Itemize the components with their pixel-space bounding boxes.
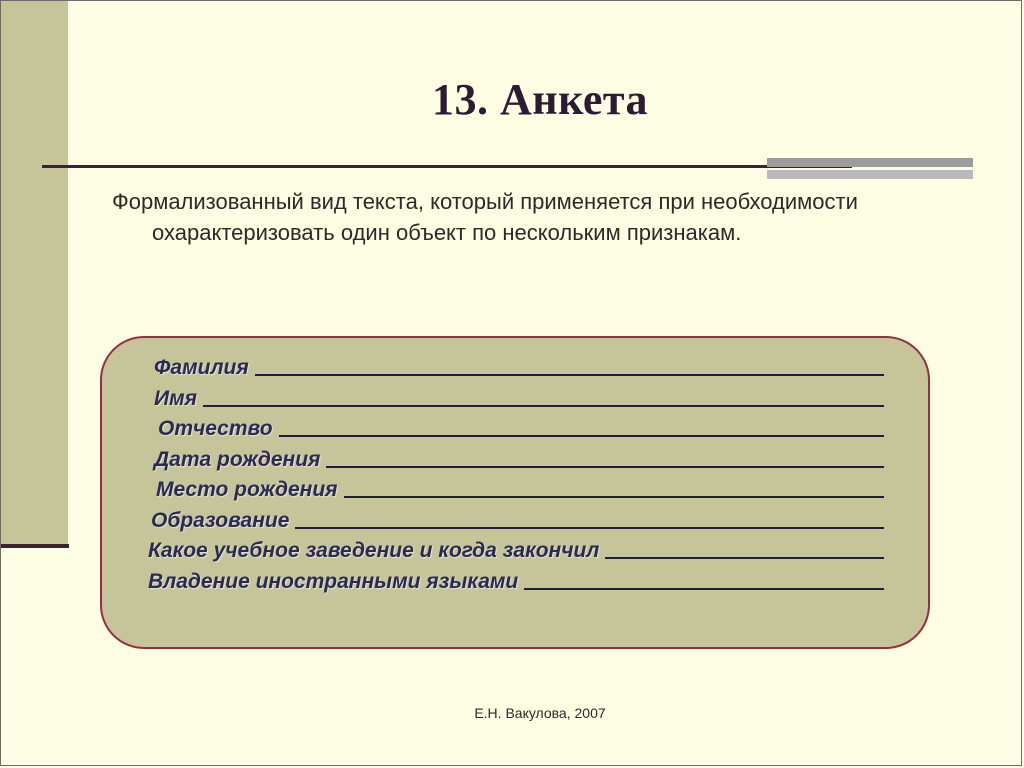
left-accent-underline	[1, 544, 69, 548]
form-field-blank-line[interactable]	[255, 372, 884, 376]
form-field-blank-line[interactable]	[295, 525, 884, 529]
form-field-blank-line[interactable]	[344, 494, 884, 498]
form-field-blank-line[interactable]	[524, 586, 884, 590]
divider-accent-top	[767, 158, 973, 167]
form-field-row	[151, 509, 884, 533]
form-field-label: Отчество	[158, 417, 273, 440]
form-field-row	[148, 570, 884, 594]
form-field-label: Имя	[154, 386, 198, 410]
form-field-label: Какое учебное заведение и когда закончил	[148, 539, 600, 562]
form-field-blank-line[interactable]	[605, 555, 884, 559]
slide-title: 13. Анкета	[431, 75, 649, 124]
title-divider	[42, 165, 852, 168]
form-field-row	[154, 387, 884, 411]
form-field-label: Владение иностранными языками	[148, 569, 519, 593]
form-field-label: Образование	[151, 508, 290, 532]
form-field-row	[158, 417, 884, 441]
slide-footer: Е.Н. Вакулова, 2007	[474, 705, 606, 721]
form-field-row	[148, 539, 884, 563]
form-field-label: Фамилия	[154, 356, 249, 379]
form-field-label: Место рождения	[156, 478, 338, 501]
form-field-blank-line[interactable]	[203, 403, 884, 407]
divider-accent-bottom	[767, 170, 973, 179]
form-field-row	[156, 478, 884, 502]
form-field-blank-line[interactable]	[326, 464, 884, 468]
form-field-blank-line[interactable]	[279, 433, 884, 437]
definition-text: Формализованный вид текста, который применяется при необходимости охарактеризовать один объект по нескольким признакам.	[112, 189, 858, 245]
form-field-label: Дата рождения	[154, 447, 321, 471]
questionnaire-form	[100, 336, 930, 649]
form-field-row	[154, 448, 884, 472]
form-field-row	[154, 356, 884, 380]
